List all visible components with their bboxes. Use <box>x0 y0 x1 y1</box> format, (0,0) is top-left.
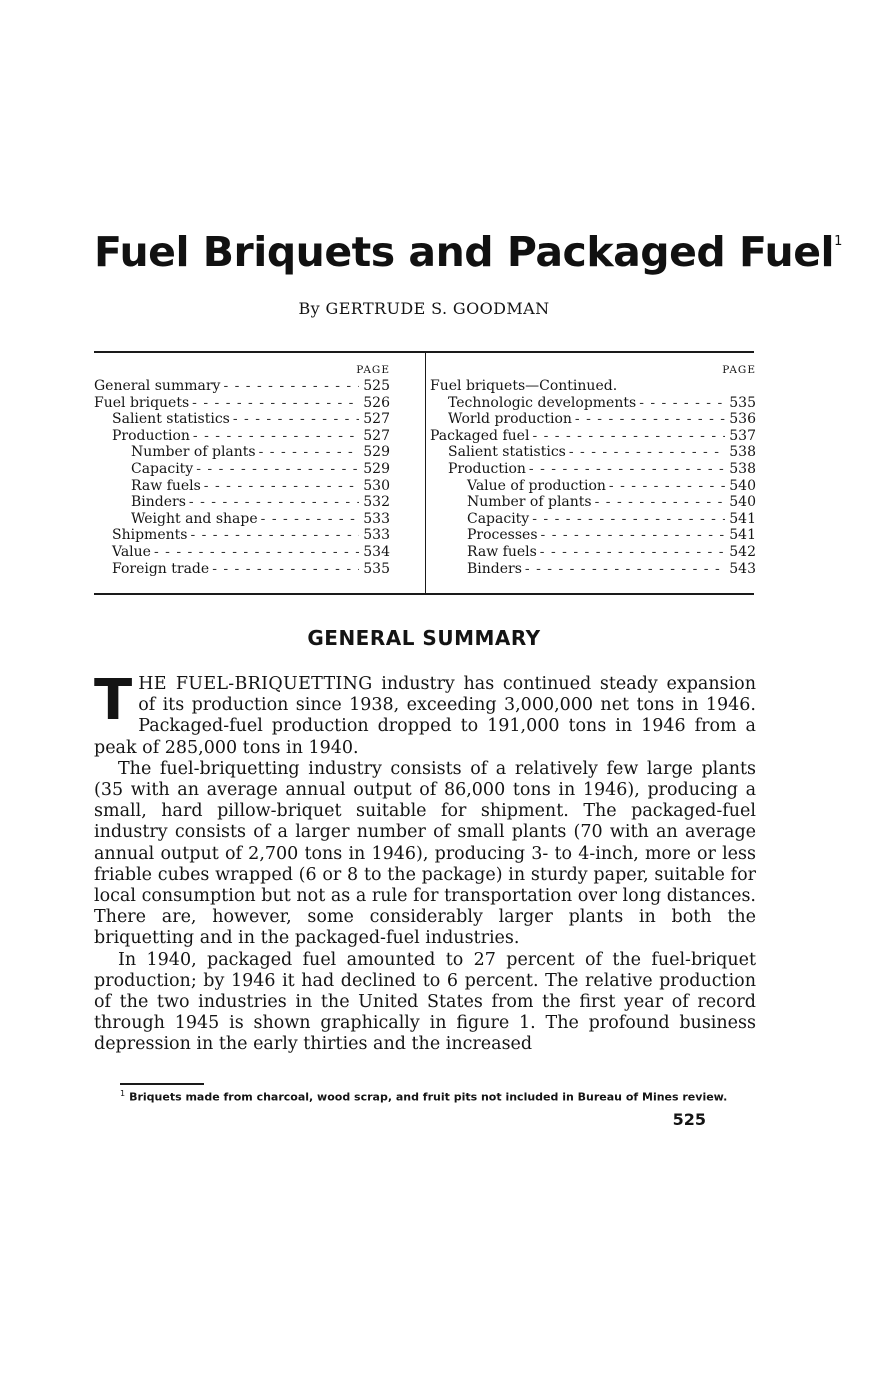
title-text: Fuel Briquets and Packaged Fuel <box>94 228 835 276</box>
contents-entry <box>94 494 390 511</box>
contents-left-list <box>94 378 390 577</box>
section-heading: GENERAL SUMMARY <box>307 626 541 650</box>
contents-entry-label: Capacity <box>131 460 194 477</box>
contents-entry-page: 535 <box>363 560 390 577</box>
title-footnote-mark: 1 <box>834 234 842 250</box>
contents-page-header-right: PAGE <box>722 364 756 376</box>
contents-entry-page: 536 <box>729 411 756 428</box>
contents-entry <box>94 378 390 395</box>
contents-entry-page: 532 <box>363 494 390 511</box>
contents-leader-dots <box>212 561 359 578</box>
contents-leader-dots <box>541 527 725 544</box>
contents-entry-label: Processes <box>467 527 538 544</box>
drop-cap: T <box>94 668 133 733</box>
paragraph-1 <box>94 668 756 759</box>
contents-leader-dots <box>196 461 359 478</box>
contents-entry <box>430 527 756 544</box>
contents-entry-page: 527 <box>363 411 390 428</box>
footnote-text: Briquets made from charcoal, wood scrap, and fruit pits not included in Bureau of Mines review. <box>129 1090 728 1104</box>
contents-entry <box>94 428 390 445</box>
contents-bottom-rule <box>94 593 754 595</box>
contents-entry <box>430 494 756 511</box>
contents-entry-label: Raw fuels <box>131 477 201 494</box>
contents-entry <box>430 511 756 528</box>
contents-entry-page: 543 <box>729 560 756 577</box>
contents-entry-label: Salient statistics <box>448 444 566 461</box>
contents-entry-page: 542 <box>729 543 756 560</box>
footnote <box>120 1089 756 1104</box>
contents-leader-dots <box>532 428 725 445</box>
contents-entry <box>430 411 756 428</box>
contents-leader-dots <box>223 378 359 395</box>
contents-entry <box>94 561 390 578</box>
contents-leader-dots <box>569 444 725 461</box>
contents-entry-label: Salient statistics <box>112 411 230 428</box>
contents-leader-dots <box>609 478 725 495</box>
contents-leader-dots <box>595 494 725 511</box>
contents-leader-dots <box>154 544 359 561</box>
contents-entry-label: Production <box>112 427 190 444</box>
contents-entry-page: 526 <box>363 394 390 411</box>
article-body <box>94 668 756 1056</box>
contents-entry-label: Number of plants <box>131 444 256 461</box>
contents-entry-page: 537 <box>729 427 756 444</box>
contents-entry-label: World production <box>448 411 572 428</box>
contents-entry-label: Foreign trade <box>112 560 210 577</box>
contents-entry <box>94 461 390 478</box>
contents-leader-dots <box>639 395 725 412</box>
author-byline: By GERTRUDE S. GOODMAN <box>298 299 550 318</box>
contents-entry-page: 529 <box>363 460 390 477</box>
paragraph-2: The fuel-briquetting industry consists of a relatively few large plants (35 with an average annual output of 86,000 tons in 1946), producing a small, hard pillow-briquet suitable for shipment. The packaged-fuel industry consists of a larger number of small plants (70 with an average annual output of 2,700 tons in 1946), producing 3- to 4-inch, more or less friable cubes wrapped (6 or 8 to the package) in sturdy paper, suitable for local consumption but not as a rule for transportation over long distances. There are, however, some considerably larger plants in both the briquetting and in the packaged-fuel industries. <box>94 758 756 949</box>
contents-entry <box>430 461 756 478</box>
contents-entry-label: Technologic developments <box>448 394 637 411</box>
contents-leader-dots <box>532 511 725 528</box>
contents-entry <box>94 478 390 495</box>
contents-entry-page: 533 <box>363 510 390 527</box>
footnote-mark: 1 <box>120 1089 126 1098</box>
contents-leader-dots <box>192 395 359 412</box>
contents-leader-dots <box>204 478 359 495</box>
contents-leader-dots <box>193 428 359 445</box>
contents-entry <box>94 411 390 428</box>
contents-leader-dots <box>233 411 359 428</box>
contents-entry-label: Number of plants <box>467 494 592 511</box>
contents-entry-page: 527 <box>363 427 390 444</box>
contents-entry-label: Fuel briquets—Continued. <box>430 378 618 394</box>
contents-entry <box>430 544 756 561</box>
contents-entry <box>430 378 756 395</box>
contents-right-list <box>430 378 756 577</box>
contents-left-column <box>94 362 390 577</box>
contents-entry-label: Value <box>112 543 151 560</box>
contents-entry-label: Binders <box>467 560 522 577</box>
contents-entry-page: 538 <box>729 460 756 477</box>
contents-entry-page: 541 <box>729 510 756 527</box>
contents-leader-dots <box>525 561 725 578</box>
footnote-rule <box>120 1083 204 1085</box>
contents-entry-label: Packaged fuel <box>430 427 530 444</box>
contents-top-rule <box>94 351 754 353</box>
contents-entry <box>94 444 390 461</box>
contents-leader-dots <box>261 511 359 528</box>
contents-entry-label: Value of production <box>467 477 606 494</box>
contents-entry <box>94 511 390 528</box>
contents-leader-dots <box>189 494 359 511</box>
contents-leader-dots <box>575 411 725 428</box>
contents-entry <box>94 544 390 561</box>
contents-entry-page: 534 <box>363 543 390 560</box>
contents-entry-page: 535 <box>729 394 756 411</box>
contents-right-column <box>430 362 756 577</box>
contents-entry <box>430 428 756 445</box>
contents-entry <box>430 444 756 461</box>
contents-entry-page: 541 <box>729 527 756 544</box>
contents-leader-dots <box>529 461 725 478</box>
contents-entry-page: 540 <box>729 494 756 511</box>
contents-entry <box>94 395 390 412</box>
contents-entry-label: General summary <box>94 378 221 394</box>
contents-column-divider <box>425 353 426 593</box>
contents-entry-page: 525 <box>363 378 390 394</box>
paragraph-1-lead: HE FUEL-BRIQUETTING <box>138 674 373 694</box>
paragraph-3: In 1940, packaged fuel amounted to 27 percent of the fuel-briquet production; by 1946 it had declined to 6 percent. The relative production of the two industries in the United States from the first year of record through 1945 is shown graphically in figure 1. The profound business depression in the early thirties and the increased <box>94 949 756 1055</box>
contents-entry-label: Production <box>448 460 526 477</box>
contents-entry-page: 538 <box>729 444 756 461</box>
contents-entry-label: Binders <box>131 494 186 511</box>
page-number: 525 <box>672 1110 706 1129</box>
article-title <box>94 228 842 276</box>
contents-entry <box>430 478 756 495</box>
contents-entry <box>430 395 756 412</box>
contents-entry-label: Capacity <box>467 510 530 527</box>
contents-leader-dots <box>190 527 359 544</box>
contents-leader-dots <box>540 544 725 561</box>
contents-entry-page: 533 <box>363 527 390 544</box>
contents-entry-label: Weight and shape <box>131 510 258 527</box>
contents-entry-page: 540 <box>729 477 756 494</box>
contents-entry <box>430 561 756 578</box>
contents-entry-label: Raw fuels <box>467 543 537 560</box>
contents-entry-label: Shipments <box>112 527 188 544</box>
contents-entry-label: Fuel briquets <box>94 394 190 411</box>
contents-entry-page: 530 <box>363 477 390 494</box>
contents-entry-page: 529 <box>363 444 390 461</box>
contents-entry <box>94 527 390 544</box>
contents-leader-dots <box>259 444 359 461</box>
paragraph-1-text: industry has continued steady expansion of its production since 1938, exceeding 3,000,000 net tons in 1946. Packaged-fuel production dropped to 191,000 tons in 1946 from a peak of 285,000 tons in 1940. <box>94 674 756 758</box>
contents-page-header-left: PAGE <box>356 364 390 376</box>
